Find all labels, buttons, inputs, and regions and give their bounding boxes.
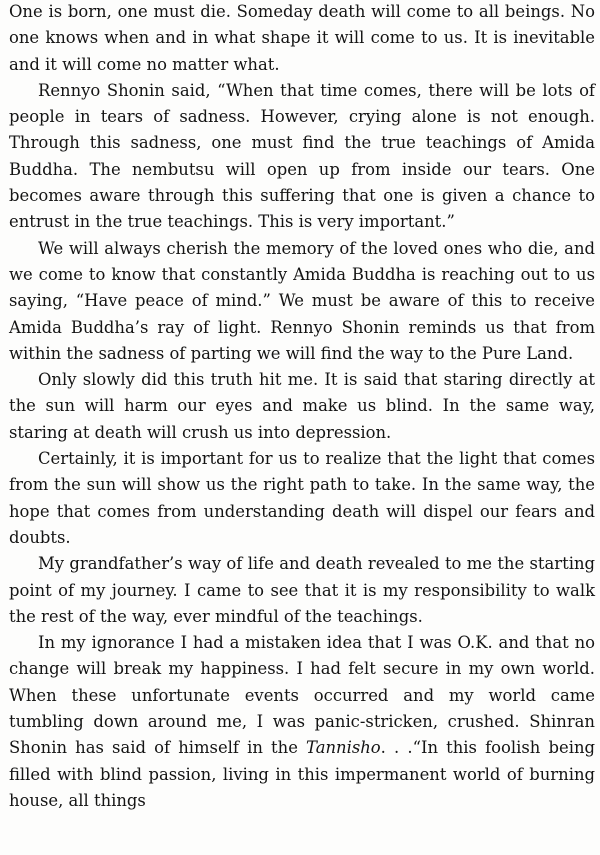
paragraph-7 — [9, 630, 595, 814]
body-text — [9, 0, 595, 814]
paragraph-3: We will always cherish the memory of the loved ones who die, and we come to know that constantly Amida Buddha is reaching out to us saying, “Have peace of mind.” We must be aware of this to receive Amida Buddha’s ray of light. Rennyo Shonin reminds us that from within the sadness of parting we will find the way to the Pure Land. — [9, 238, 595, 363]
paragraph-7-text-start: In my ignorance I had a mistaken idea that I was O.K. and that no change will break my happiness. I had felt secure in my own world. When these unfortunate events occurred and my world came tumbling down around me, I was panic-stricken, crushed. Shinran Shonin has said of himself in the — [9, 633, 595, 758]
paragraph-2: Rennyo Shonin said, “When that time comes, there will be lots of people in tears of sadness. However, crying alone is not enough. Through this sadness, one must find the true teachings of Amida Buddha. The nembutsu will open up from inside our tears. One becomes aware through this suffering that one is given a chance to entrust in the true teachings. This is very important.” — [9, 80, 595, 232]
paragraph-1: One is born, one must die. Someday death will come to all beings. No one knows when and in what shape it will come to us. It is inevitable and it will come no matter what. — [9, 2, 595, 74]
book-title-italic: Tannisho — [306, 738, 381, 758]
paragraph-7-text-end: . . .“In this foolish being filled with blind passion, living in this impermanent world of burning house, all things — [9, 738, 595, 810]
paragraph-6: My grandfather’s way of life and death revealed to me the starting point of my journey. I came to see that it is my responsibility to walk the rest of the way, ever mindful of the teachings. — [9, 554, 595, 626]
paragraph-4: Only slowly did this truth hit me. It is said that staring directly at the sun will harm our eyes and make us blind. In the same way, staring at death will crush us into depression. — [9, 370, 595, 442]
paragraph-5: Certainly, it is important for us to realize that the light that comes from the sun will show us the right path to take. In the same way, the hope that comes from understanding death will dispel our fears and doubts. — [9, 449, 595, 547]
